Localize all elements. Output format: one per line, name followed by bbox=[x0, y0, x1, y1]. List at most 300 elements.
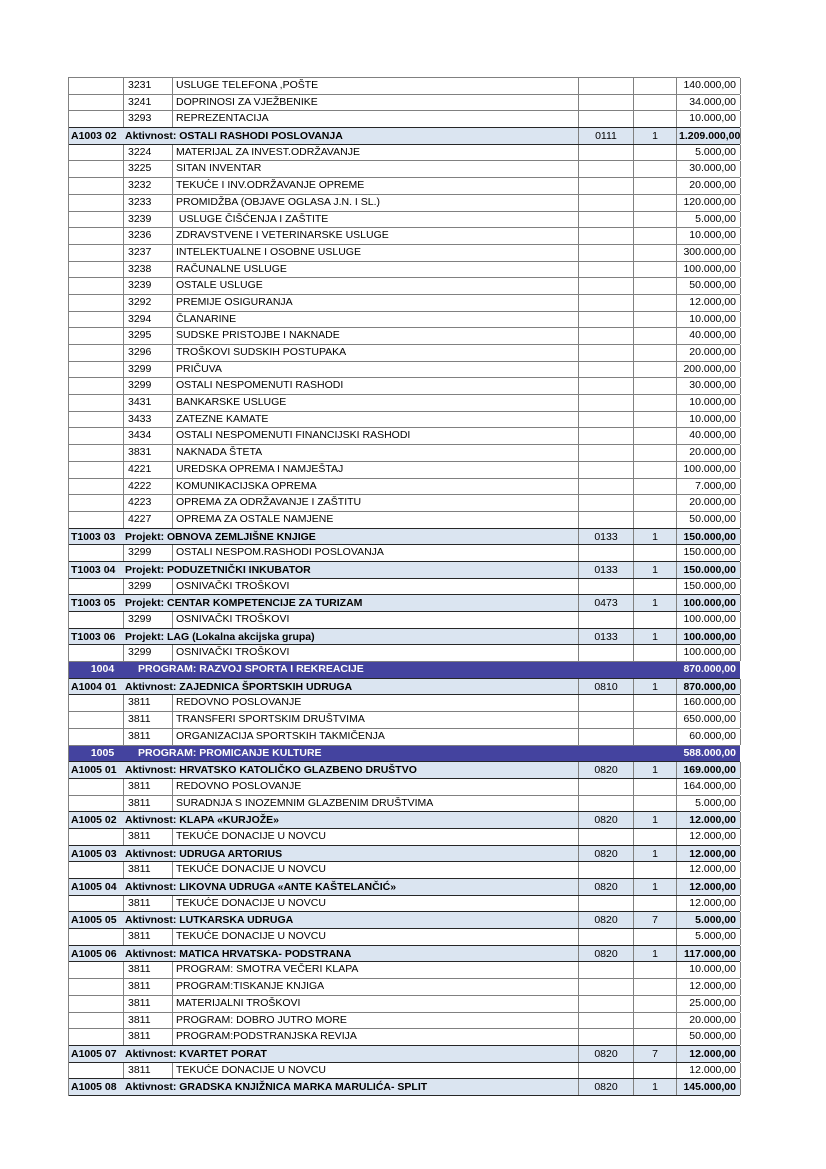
section-amount: 1.209.000,00 bbox=[679, 130, 741, 143]
description-cell: SUDSKE PRISTOJBE I NAKNADE bbox=[173, 328, 579, 344]
table-row-item bbox=[69, 929, 740, 946]
account-code-cell: 3299 bbox=[124, 362, 173, 378]
program-label: PROGRAM: PROMICANJE KULTURE bbox=[138, 746, 322, 759]
funding-source-cell bbox=[634, 195, 677, 211]
code-cell bbox=[69, 395, 124, 411]
function-code-cell: 0820 bbox=[579, 846, 634, 862]
funding-source-cell bbox=[634, 395, 677, 411]
table-row-item bbox=[69, 512, 740, 529]
amount-cell: 10.000,00 bbox=[677, 962, 741, 978]
section-label: Aktivnost: UDRUGA ARTORIUS bbox=[124, 846, 579, 862]
program-label: PROGRAM: RAZVOJ SPORTA I REKREACIJE bbox=[138, 663, 364, 676]
funding-source-cell bbox=[634, 962, 677, 978]
funding-source-cell bbox=[634, 228, 677, 244]
table-row-activity bbox=[69, 878, 740, 896]
function-code-cell bbox=[579, 1063, 634, 1079]
section-amount: 100.000,00 bbox=[677, 595, 741, 611]
table-row-item bbox=[69, 362, 740, 379]
function-code-cell bbox=[579, 245, 634, 261]
amount-cell: 20.000,00 bbox=[677, 345, 741, 361]
account-code-cell: 3236 bbox=[124, 228, 173, 244]
account-code-cell: 3296 bbox=[124, 345, 173, 361]
section-label: Aktivnost: OSTALI RASHODI POSLOVANJA bbox=[124, 128, 579, 144]
funding-source-cell bbox=[634, 896, 677, 912]
function-code-cell: 0820 bbox=[579, 912, 634, 928]
amount-cell: 100.000,00 bbox=[677, 645, 741, 661]
function-code-cell: 0133 bbox=[579, 562, 634, 578]
description-cell: OPREMA ZA ODRŽAVANJE I ZAŠTITU bbox=[173, 495, 579, 511]
section-code: A1005 04 bbox=[71, 881, 117, 893]
funding-source-cell: 1 bbox=[634, 846, 677, 862]
function-code-cell bbox=[579, 929, 634, 945]
funding-source-cell bbox=[634, 862, 677, 878]
funding-source-cell bbox=[634, 295, 677, 311]
description-cell: ČLANARINE bbox=[173, 312, 579, 328]
funding-source-cell bbox=[634, 378, 677, 394]
description-cell: SITAN INVENTAR bbox=[173, 161, 579, 177]
function-code-cell bbox=[579, 796, 634, 812]
description-cell: TEKUĆE DONACIJE U NOVCU bbox=[173, 829, 579, 845]
amount-cell: 5.000,00 bbox=[677, 212, 741, 228]
section-amount: 145.000,00 bbox=[677, 1079, 741, 1095]
amount-cell: 150.000,00 bbox=[677, 579, 741, 595]
funding-source-cell: 1 bbox=[634, 595, 677, 611]
table-row-item bbox=[69, 78, 740, 95]
code-cell bbox=[69, 178, 124, 194]
section-label: Projekt: CENTAR KOMPETENCIJE ZA TURIZAM bbox=[124, 595, 579, 611]
code-cell bbox=[69, 111, 124, 127]
funding-source-cell bbox=[634, 796, 677, 812]
account-code-cell: 3225 bbox=[124, 161, 173, 177]
function-code-cell bbox=[579, 962, 634, 978]
function-code-cell bbox=[579, 312, 634, 328]
function-code-cell: 0820 bbox=[579, 1046, 634, 1062]
code-cell bbox=[69, 78, 124, 94]
amount-cell: 10.000,00 bbox=[677, 395, 741, 411]
function-code-cell: 0133 bbox=[579, 529, 634, 545]
function-code-cell bbox=[579, 1029, 634, 1045]
amount-cell: 160.000,00 bbox=[677, 695, 741, 711]
amount-cell: 300.000,00 bbox=[677, 245, 741, 261]
table-row-item bbox=[69, 996, 740, 1013]
amount-cell: 7.000,00 bbox=[677, 479, 741, 495]
table-row-item bbox=[69, 979, 740, 996]
account-code-cell: 3295 bbox=[124, 328, 173, 344]
function-code-cell bbox=[579, 612, 634, 628]
amount-cell: 164.000,00 bbox=[677, 779, 741, 795]
table-row-project bbox=[69, 561, 740, 579]
account-code-cell: 3238 bbox=[124, 262, 173, 278]
amount-cell: 50.000,00 bbox=[677, 1029, 741, 1045]
code-cell bbox=[69, 729, 124, 745]
function-code-cell bbox=[579, 495, 634, 511]
funding-source-cell bbox=[634, 462, 677, 478]
funding-source-cell bbox=[634, 495, 677, 511]
funding-source-cell bbox=[634, 1029, 677, 1045]
funding-source-cell bbox=[634, 262, 677, 278]
function-code-cell bbox=[579, 412, 634, 428]
code-cell bbox=[69, 161, 124, 177]
section-amount: 12.000,00 bbox=[677, 1046, 741, 1062]
table-row-activity bbox=[69, 911, 740, 929]
table-row-item bbox=[69, 345, 740, 362]
funding-source-cell bbox=[634, 479, 677, 495]
amount-cell: 30.000,00 bbox=[677, 161, 741, 177]
funding-source-cell bbox=[634, 996, 677, 1012]
funding-source-cell bbox=[634, 178, 677, 194]
function-code-cell bbox=[579, 729, 634, 745]
description-cell: TROŠKOVI SUDSKIH POSTUPAKA bbox=[173, 345, 579, 361]
table-row-activity bbox=[69, 811, 740, 829]
function-code-cell bbox=[579, 212, 634, 228]
table-row-item bbox=[69, 228, 740, 245]
table-row-activity bbox=[69, 1045, 740, 1063]
function-code-cell bbox=[579, 479, 634, 495]
description-cell: OSTALI NESPOMENUTI FINANCIJSKI RASHODI bbox=[173, 428, 579, 444]
function-code-cell bbox=[579, 278, 634, 294]
amount-cell: 12.000,00 bbox=[677, 862, 741, 878]
code-cell bbox=[69, 328, 124, 344]
function-code-cell bbox=[579, 78, 634, 94]
table-row-project bbox=[69, 528, 740, 546]
section-label: Aktivnost: LIKOVNA UDRUGA «ANTE KAŠTELANČIĆ» bbox=[124, 879, 579, 895]
amount-cell: 5.000,00 bbox=[677, 145, 741, 161]
funding-source-cell bbox=[634, 545, 677, 561]
funding-source-cell bbox=[634, 111, 677, 127]
description-cell: MATERIJALNI TROŠKOVI bbox=[173, 996, 579, 1012]
table-row-item bbox=[69, 495, 740, 512]
table-row-item bbox=[69, 1029, 740, 1046]
table-row-item bbox=[69, 796, 740, 813]
function-code-cell bbox=[579, 445, 634, 461]
account-code-cell: 3299 bbox=[124, 378, 173, 394]
table-row-item bbox=[69, 579, 740, 596]
table-row-activity bbox=[69, 845, 740, 863]
section-label: Aktivnost: KVARTET PORAT bbox=[124, 1046, 579, 1062]
table-row-item bbox=[69, 395, 740, 412]
description-cell: NAKNADA ŠTETA bbox=[173, 445, 579, 461]
amount-cell: 12.000,00 bbox=[677, 1063, 741, 1079]
account-code-cell: 3299 bbox=[124, 612, 173, 628]
table-row-item bbox=[69, 695, 740, 712]
function-code-cell bbox=[579, 896, 634, 912]
function-code-cell bbox=[579, 178, 634, 194]
amount-cell: 10.000,00 bbox=[677, 312, 741, 328]
code-cell bbox=[69, 862, 124, 878]
funding-source-cell bbox=[634, 78, 677, 94]
account-code-cell: 4223 bbox=[124, 495, 173, 511]
code-cell bbox=[69, 479, 124, 495]
table-row-item bbox=[69, 462, 740, 479]
code-cell bbox=[69, 245, 124, 261]
account-code-cell: 3811 bbox=[124, 1013, 173, 1029]
amount-cell: 5.000,00 bbox=[677, 929, 741, 945]
account-code-cell: 3237 bbox=[124, 245, 173, 261]
amount-cell: 25.000,00 bbox=[677, 996, 741, 1012]
table-row-item bbox=[69, 178, 740, 195]
amount-cell: 20.000,00 bbox=[677, 1013, 741, 1029]
amount-cell: 140.000,00 bbox=[677, 78, 741, 94]
table-row-item bbox=[69, 1063, 740, 1080]
table-row-item bbox=[69, 145, 740, 162]
code-cell bbox=[69, 779, 124, 795]
section-code: T1003 04 bbox=[71, 563, 116, 576]
table-row-item bbox=[69, 378, 740, 395]
funding-source-cell: 1 bbox=[634, 879, 677, 895]
function-code-cell bbox=[579, 512, 634, 528]
funding-source-cell: 1 bbox=[634, 629, 677, 645]
code-cell bbox=[69, 829, 124, 845]
table-row-program bbox=[69, 746, 740, 763]
function-code-cell bbox=[579, 979, 634, 995]
table-row-item bbox=[69, 712, 740, 729]
funding-source-cell: 7 bbox=[634, 912, 677, 928]
section-code: T1003 06 bbox=[71, 630, 116, 643]
function-code-cell bbox=[579, 779, 634, 795]
description-cell: OSNIVAČKI TROŠKOVI bbox=[173, 645, 579, 661]
funding-source-cell bbox=[634, 428, 677, 444]
amount-cell: 100.000,00 bbox=[677, 612, 741, 628]
account-code-cell: 3231 bbox=[124, 78, 173, 94]
program-code: 1005 bbox=[90, 746, 115, 759]
amount-cell: 20.000,00 bbox=[677, 495, 741, 511]
account-code-cell: 3811 bbox=[124, 779, 173, 795]
section-amount: 169.000,00 bbox=[677, 762, 741, 778]
function-code-cell bbox=[579, 462, 634, 478]
code-cell bbox=[69, 462, 124, 478]
funding-source-cell bbox=[634, 829, 677, 845]
function-code-cell bbox=[579, 695, 634, 711]
amount-cell: 20.000,00 bbox=[677, 178, 741, 194]
code-cell bbox=[69, 695, 124, 711]
amount-cell: 200.000,00 bbox=[677, 362, 741, 378]
account-code-cell: 3811 bbox=[124, 829, 173, 845]
table-row-item bbox=[69, 312, 740, 329]
table-row-item bbox=[69, 645, 740, 662]
account-code-cell: 3232 bbox=[124, 178, 173, 194]
table-row-item bbox=[69, 779, 740, 796]
code-cell bbox=[69, 979, 124, 995]
table-row-item bbox=[69, 896, 740, 913]
account-code-cell: 3299 bbox=[124, 545, 173, 561]
section-label: Aktivnost: KLAPA «KURJOŽE» bbox=[124, 812, 579, 828]
account-code-cell: 3811 bbox=[124, 796, 173, 812]
description-cell: USLUGE TELEFONA ,POŠTE bbox=[173, 78, 579, 94]
account-code-cell: 3434 bbox=[124, 428, 173, 444]
amount-cell: 40.000,00 bbox=[677, 328, 741, 344]
account-code-cell: 3811 bbox=[124, 979, 173, 995]
account-code-cell: 4222 bbox=[124, 479, 173, 495]
function-code-cell bbox=[579, 395, 634, 411]
description-cell: MATERIJAL ZA INVEST.ODRŽAVANJE bbox=[173, 145, 579, 161]
amount-cell: 20.000,00 bbox=[677, 445, 741, 461]
function-code-cell bbox=[579, 428, 634, 444]
description-cell: TEKUĆE DONACIJE U NOVCU bbox=[173, 862, 579, 878]
description-cell: OSTALE USLUGE bbox=[173, 278, 579, 294]
description-cell: SURADNJA S INOZEMNIM GLAZBENIM DRUŠTVIMA bbox=[173, 796, 579, 812]
funding-source-cell bbox=[634, 445, 677, 461]
account-code-cell: 3299 bbox=[124, 579, 173, 595]
section-amount: 117.000,00 bbox=[677, 946, 741, 962]
amount-cell: 30.000,00 bbox=[677, 378, 741, 394]
description-cell: RAČUNALNE USLUGE bbox=[173, 262, 579, 278]
funding-source-cell bbox=[634, 362, 677, 378]
table-row-item bbox=[69, 479, 740, 496]
account-code-cell: 3811 bbox=[124, 996, 173, 1012]
account-code-cell: 3811 bbox=[124, 712, 173, 728]
table-row-item bbox=[69, 328, 740, 345]
account-code-cell: 3233 bbox=[124, 195, 173, 211]
account-code-cell: 3811 bbox=[124, 729, 173, 745]
funding-source-cell bbox=[634, 312, 677, 328]
code-cell bbox=[69, 612, 124, 628]
code-cell bbox=[69, 645, 124, 661]
funding-source-cell bbox=[634, 512, 677, 528]
account-code-cell: 3241 bbox=[124, 95, 173, 111]
function-code-cell bbox=[579, 195, 634, 211]
section-label: Aktivnost: GRADSKA KNJIŽNICA MARKA MARULIĆA- SPLIT bbox=[124, 1079, 579, 1095]
code-cell bbox=[69, 962, 124, 978]
funding-source-cell bbox=[634, 412, 677, 428]
table-row-item bbox=[69, 729, 740, 746]
function-code-cell: 0820 bbox=[579, 812, 634, 828]
table-row-item bbox=[69, 428, 740, 445]
code-cell bbox=[69, 512, 124, 528]
account-code-cell: 3831 bbox=[124, 445, 173, 461]
table-row-activity bbox=[69, 945, 740, 963]
table-row-item bbox=[69, 295, 740, 312]
code-cell bbox=[69, 312, 124, 328]
table-row-item bbox=[69, 829, 740, 846]
funding-source-cell bbox=[634, 979, 677, 995]
function-code-cell: 0820 bbox=[579, 879, 634, 895]
section-label: Aktivnost: HRVATSKO KATOLIČKO GLAZBENO DRUŠTVO bbox=[124, 762, 579, 778]
section-code: A1005 06 bbox=[71, 947, 117, 960]
section-code: A1005 08 bbox=[71, 1081, 117, 1094]
amount-cell: 100.000,00 bbox=[677, 262, 741, 278]
amount-cell: 120.000,00 bbox=[677, 195, 741, 211]
amount-cell: 50.000,00 bbox=[677, 278, 741, 294]
amount-cell: 40.000,00 bbox=[677, 428, 741, 444]
table-row-item bbox=[69, 245, 740, 262]
funding-source-cell bbox=[634, 345, 677, 361]
table-row-item bbox=[69, 161, 740, 178]
funding-source-cell: 1 bbox=[634, 1079, 677, 1095]
description-cell: TEKUĆE DONACIJE U NOVCU bbox=[173, 929, 579, 945]
code-cell bbox=[69, 896, 124, 912]
amount-cell: 12.000,00 bbox=[677, 295, 741, 311]
table-row-item bbox=[69, 262, 740, 279]
section-label: Projekt: LAG (Lokalna akcijska grupa) bbox=[124, 629, 579, 645]
function-code-cell: 0133 bbox=[579, 629, 634, 645]
table-row-item bbox=[69, 212, 740, 229]
funding-source-cell bbox=[634, 695, 677, 711]
code-cell bbox=[69, 345, 124, 361]
table-row-program bbox=[69, 662, 740, 679]
description-cell: PROGRAM:TISKANJE KNJIGA bbox=[173, 979, 579, 995]
code-cell bbox=[69, 295, 124, 311]
section-code: T1003 03 bbox=[71, 530, 116, 543]
function-code-cell bbox=[579, 362, 634, 378]
section-amount: 150.000,00 bbox=[677, 529, 741, 545]
account-code-cell: 3292 bbox=[124, 295, 173, 311]
funding-source-cell bbox=[634, 145, 677, 161]
account-code-cell: 3811 bbox=[124, 1029, 173, 1045]
program-amount: 588.000,00 bbox=[683, 746, 736, 759]
description-cell: USLUGE ČIŠĆENJA I ZAŠTITE bbox=[173, 212, 579, 228]
table-row-item bbox=[69, 412, 740, 429]
section-amount: 100.000,00 bbox=[677, 629, 741, 645]
table-row-item bbox=[69, 1013, 740, 1030]
program-code: 1004 bbox=[90, 663, 115, 676]
function-code-cell bbox=[579, 378, 634, 394]
account-code-cell: 3431 bbox=[124, 395, 173, 411]
budget-table bbox=[68, 77, 740, 1096]
description-cell: PREMIJE OSIGURANJA bbox=[173, 295, 579, 311]
account-code-cell: 3293 bbox=[124, 111, 173, 127]
function-code-cell bbox=[579, 328, 634, 344]
account-code-cell: 3239 bbox=[124, 278, 173, 294]
funding-source-cell bbox=[634, 328, 677, 344]
code-cell bbox=[69, 1029, 124, 1045]
table-row-item bbox=[69, 111, 740, 128]
description-cell: ZDRAVSTVENE I VETERINARSKE USLUGE bbox=[173, 228, 579, 244]
section-code: A1005 01 bbox=[71, 764, 117, 777]
section-label: Projekt: PODUZETNIČKI INKUBATOR bbox=[124, 562, 579, 578]
account-code-cell: 3239 bbox=[124, 212, 173, 228]
section-amount: 5.000,00 bbox=[677, 912, 741, 928]
description-cell: KOMUNIKACIJSKA OPREMA bbox=[173, 479, 579, 495]
account-code-cell: 3299 bbox=[124, 645, 173, 661]
amount-cell: 50.000,00 bbox=[677, 512, 741, 528]
amount-cell: 10.000,00 bbox=[677, 228, 741, 244]
section-code: A1005 02 bbox=[71, 814, 117, 827]
function-code-cell: 0820 bbox=[579, 762, 634, 778]
code-cell bbox=[69, 362, 124, 378]
funding-source-cell bbox=[634, 278, 677, 294]
table-row-item bbox=[69, 445, 740, 462]
funding-source-cell: 1 bbox=[634, 679, 677, 695]
section-amount: 12.000,00 bbox=[677, 812, 741, 828]
account-code-cell: 3811 bbox=[124, 929, 173, 945]
description-cell: REDOVNO POSLOVANJE bbox=[173, 779, 579, 795]
code-cell bbox=[69, 996, 124, 1012]
code-cell bbox=[69, 929, 124, 945]
description-cell: PROGRAM:PODSTRANJSKA REVIJA bbox=[173, 1029, 579, 1045]
description-cell: TEKUĆE I INV.ODRŽAVANJE OPREME bbox=[173, 178, 579, 194]
section-amount: 12.000,00 bbox=[677, 846, 741, 862]
account-code-cell: 3811 bbox=[124, 896, 173, 912]
table-row-project bbox=[69, 594, 740, 612]
section-label: Projekt: OBNOVA ZEMLJIŠNE KNJIGE bbox=[124, 529, 579, 545]
function-code-cell bbox=[579, 345, 634, 361]
table-row-activity bbox=[69, 761, 740, 779]
table-row-item bbox=[69, 862, 740, 879]
function-code-cell bbox=[579, 295, 634, 311]
account-code-cell: 3811 bbox=[124, 695, 173, 711]
account-code-cell: 3433 bbox=[124, 412, 173, 428]
description-cell: INTELEKTUALNE I OSOBNE USLUGE bbox=[173, 245, 579, 261]
section-label: Aktivnost: ZAJEDNICA ŠPORTSKIH UDRUGA bbox=[124, 679, 579, 695]
table-row-item bbox=[69, 278, 740, 295]
section-code: A1005 05 bbox=[71, 914, 117, 927]
table-row-activity bbox=[69, 1078, 740, 1096]
function-code-cell bbox=[579, 862, 634, 878]
section-code: A1003 02 bbox=[71, 130, 117, 143]
account-code-cell: 3224 bbox=[124, 145, 173, 161]
function-code-cell bbox=[579, 829, 634, 845]
code-cell bbox=[69, 95, 124, 111]
